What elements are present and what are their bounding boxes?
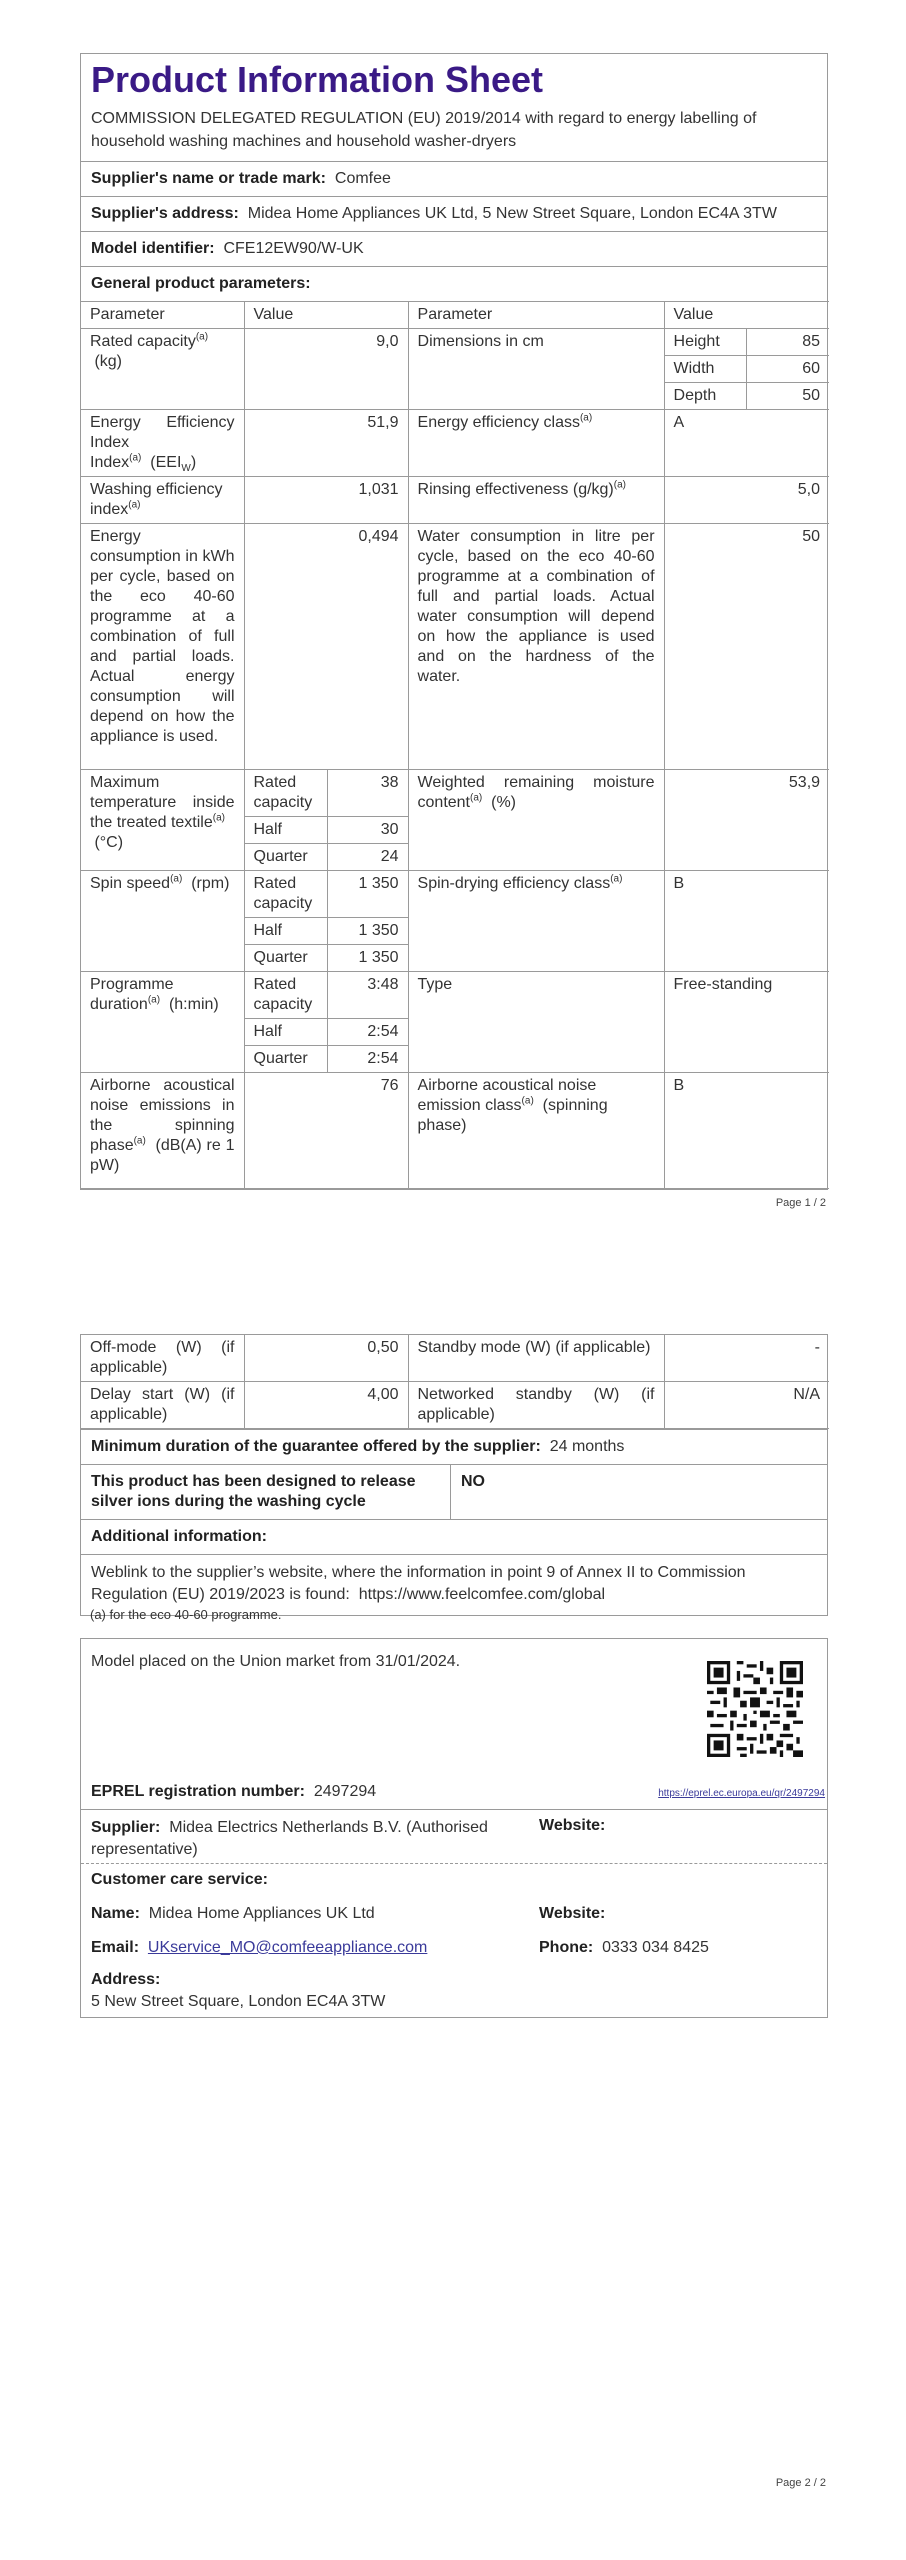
guarantee-row — [81, 1429, 827, 1464]
header-value: Value — [244, 302, 408, 329]
supplier-website-label: Website: — [539, 1817, 606, 1834]
rinsing-label: Rinsing effectiveness $(g/kg)^{(a)}$ — [408, 477, 664, 524]
care-email-row — [91, 1939, 427, 1957]
table-row — [81, 1073, 829, 1189]
care-name-row — [91, 1905, 375, 1923]
max-temp-rated-value: 38 — [327, 770, 408, 817]
guarantee-value: 24 months — [549, 1438, 625, 1455]
table-header-row — [81, 302, 829, 329]
duration-rated-label: Rated capacity — [244, 972, 327, 1019]
supplier-name-row — [81, 161, 827, 196]
rinsing-value: 5,0 — [664, 477, 829, 524]
max-temp-half-value: 30 — [327, 817, 408, 844]
max-temp-quarter-label: Quarter — [244, 844, 327, 871]
care-email-label: Email: — [91, 1939, 140, 1956]
noise-class-value: B — [664, 1073, 829, 1189]
spin-rated-label: Rated capacity — [244, 871, 327, 918]
off-mode-label: Off-mode (W) (if applicable) — [81, 1335, 244, 1382]
table-row — [81, 524, 829, 770]
eprel-value: 2497294 — [313, 1783, 377, 1800]
regulation-text: COMMISSION DELEGATED REGULATION (EU) 2019/2014 with regard to energy labelling of household washing machines and household washer-dryers — [91, 110, 757, 151]
additional-info-label: Additional information: — [91, 1528, 267, 1545]
care-address-label: Address: — [91, 1971, 161, 1988]
header-parameter: Parameter — [81, 302, 244, 329]
page-1 — [0, 0, 906, 1255]
noise-value: 76 — [244, 1073, 408, 1189]
water-consumption-label: Water consumption in litre per cycle, based on the eco 40-60 programme at a combination of full and partial loads. Actual water consumption will depend on how the appliance is used and on the hardness of the water. — [408, 524, 664, 770]
table-row — [81, 1382, 829, 1429]
table-row — [81, 477, 829, 524]
table-row — [81, 770, 829, 817]
general-params-label: General product parameters: — [91, 275, 311, 293]
care-phone-label: Phone: — [539, 1939, 594, 1956]
care-name-label: Name: — [91, 1905, 140, 1922]
customer-care-title: Customer care service: — [91, 1871, 268, 1888]
continued-table-frame — [80, 1334, 828, 1616]
height-label: Height — [664, 329, 746, 356]
header-value: Value — [664, 302, 829, 329]
spin-quarter-label: Quarter — [244, 945, 327, 972]
washing-eff-label: Washing efficiency index$^{(a)}$ — [81, 477, 244, 524]
model-identifier-row — [81, 231, 827, 266]
energy-consumption-value: 0,494 — [244, 524, 408, 770]
width-value: 60 — [746, 356, 829, 383]
page-2 — [0, 1255, 906, 2560]
table-row — [81, 972, 829, 1019]
eprel-link[interactable]: https://eprel.ec.europa.eu/qr/2497294 — [658, 1788, 825, 1799]
spin-class-value: B — [664, 871, 829, 972]
noise-label: Airborne acoustical noise emissions in the spinning phase$^{(a)}$ (dB(A) re 1 pW) — [81, 1073, 244, 1189]
max-temp-rated-label: Rated capacity — [244, 770, 327, 817]
eei-label: Energy Efficiency Index Index$^{(a)}$ $(EEI_W)$ — [81, 410, 244, 477]
weblink-value: https://www.feelcomfee.com/global — [358, 1586, 606, 1603]
additional-info-row — [81, 1519, 827, 1554]
table-row — [81, 871, 829, 918]
energy-consumption-label: Energy consumption in kWh per cycle, based on the eco 40-60 programme at a combination of full and partial loads. Actual energy consumption will depend on how the appliance is used. — [81, 524, 244, 770]
care-name-value: Midea Home Appliances UK Ltd — [148, 1905, 375, 1922]
silver-ions-label: This product has been designed to release silver ions during the washing cycle — [81, 1465, 451, 1519]
standby-label: Standby mode (W) (if applicable) — [408, 1335, 664, 1382]
energy-class-value: A — [664, 410, 829, 477]
duration-quarter-value: 2:54 — [327, 1046, 408, 1073]
guarantee-label: Minimum duration of the guarantee offered by the supplier: — [91, 1438, 541, 1455]
supplier-row — [91, 1817, 531, 1861]
max-temp-half-label: Half — [244, 817, 327, 844]
duration-half-label: Half — [244, 1019, 327, 1046]
washing-eff-value: 1,031 — [244, 477, 408, 524]
care-website-label: Website: — [539, 1905, 606, 1922]
footnote: (a) for the eco 40-60 programme. — [90, 1607, 282, 1622]
page-title: Product Information Sheet — [91, 59, 544, 100]
noise-class-label: Airborne acoustical noise emission class$^{(a)}$ (spinning phase) — [408, 1073, 664, 1189]
type-label: Type — [408, 972, 664, 1073]
eprel-row — [91, 1783, 376, 1801]
spin-quarter-value: 1 350 — [327, 945, 408, 972]
header-parameter: Parameter — [408, 302, 664, 329]
supplier-name-value: Comfee — [334, 170, 391, 188]
table-row — [81, 410, 829, 477]
depth-label: Depth — [664, 383, 746, 410]
duration-rated-value: 3:48 — [327, 972, 408, 1019]
product-sheet-frame — [80, 53, 828, 1190]
care-email-link[interactable]: UKservice_MO@comfeeappliance.com — [147, 1939, 428, 1956]
type-value: Free-standing — [664, 972, 829, 1073]
supplier-name-label: Supplier's name or trade mark: — [91, 170, 326, 188]
max-temp-label: Maximum temperature inside the treated textile$^{(a)}$ (°C) — [81, 770, 244, 871]
delay-start-value: 4,00 — [244, 1382, 408, 1429]
moisture-value: 53,9 — [664, 770, 829, 871]
parameters-table — [81, 301, 829, 1189]
care-phone-value: 0333 034 8425 — [602, 1939, 709, 1956]
supplier-address-value: Midea Home Appliances UK Ltd, 5 New Street Square, London EC4A 3TW — [247, 205, 777, 223]
market-date: Model placed on the Union market from 31/01/2024. — [91, 1653, 461, 1670]
duration-half-value: 2:54 — [327, 1019, 408, 1046]
spin-half-label: Half — [244, 918, 327, 945]
delay-start-label: Delay start (W) (if applicable) — [81, 1382, 244, 1429]
width-label: Width — [664, 356, 746, 383]
silver-ions-row — [81, 1464, 827, 1519]
standby-value: - — [664, 1335, 829, 1382]
care-address-value: 5 New Street Square, London EC4A 3TW — [91, 1993, 386, 2010]
networked-standby-value: N/A — [664, 1382, 829, 1429]
table-row — [81, 1335, 829, 1382]
divider — [81, 1809, 827, 1810]
spin-half-value: 1 350 — [327, 918, 408, 945]
dashed-divider — [81, 1863, 827, 1864]
supplier-address-row — [81, 196, 827, 231]
qr-code-icon — [707, 1661, 803, 1757]
care-phone-row — [539, 1939, 709, 1957]
supplier-address-label: Supplier's address: — [91, 205, 239, 223]
spin-speed-label: Spin speed$^{(a)}$ (rpm) — [81, 871, 244, 972]
networked-standby-label: Networked standby (W) (if applicable) — [408, 1382, 664, 1429]
registration-frame — [80, 1638, 828, 2018]
model-identifier-value: CFE12EW90/W-UK — [223, 240, 364, 258]
energy-class-label: Energy efficiency class$^{(a)}$ — [408, 410, 664, 477]
depth-value: 50 — [746, 383, 829, 410]
model-identifier-label: Model identifier: — [91, 240, 215, 258]
power-table — [81, 1335, 829, 1429]
dimensions-label: Dimensions in cm — [408, 329, 664, 410]
off-mode-value: 0,50 — [244, 1335, 408, 1382]
page-number-1: Page 1 / 2 — [775, 1197, 826, 1209]
rated-capacity-value: 9,0 — [244, 329, 408, 410]
supplier-value: Midea Electrics Netherlands B.V. (Authorised representative) — [91, 1819, 488, 1858]
weblink-row — [81, 1554, 827, 1615]
spin-class-label: Spin-drying efficiency class$^{(a)}$ — [408, 871, 664, 972]
moisture-label: Weighted remaining moisture content$^{(a)}$ (%) — [408, 770, 664, 871]
weblink-label: Weblink to the supplier’s website, where the information in point 9 of Annex II to Commission Regulation (EU) 2019/2023 is found: — [91, 1564, 746, 1603]
general-params-row — [81, 266, 827, 301]
page-number-2: Page 2 / 2 — [775, 2477, 826, 2489]
rated-capacity-label: Rated capacity$^{(a)}$ (kg) — [81, 329, 244, 410]
spin-rated-value: 1 350 — [327, 871, 408, 918]
eei-value: 51,9 — [244, 410, 408, 477]
silver-ions-value: NO — [461, 1473, 485, 1490]
duration-quarter-label: Quarter — [244, 1046, 327, 1073]
duration-label: Programme duration$^{(a)}$ (h:min) — [81, 972, 244, 1073]
supplier-label: Supplier: — [91, 1819, 161, 1836]
max-temp-quarter-value: 24 — [327, 844, 408, 871]
table-row — [81, 329, 829, 356]
height-value: 85 — [746, 329, 829, 356]
water-consumption-value: 50 — [664, 524, 829, 770]
eprel-label: EPREL registration number: — [91, 1783, 305, 1800]
